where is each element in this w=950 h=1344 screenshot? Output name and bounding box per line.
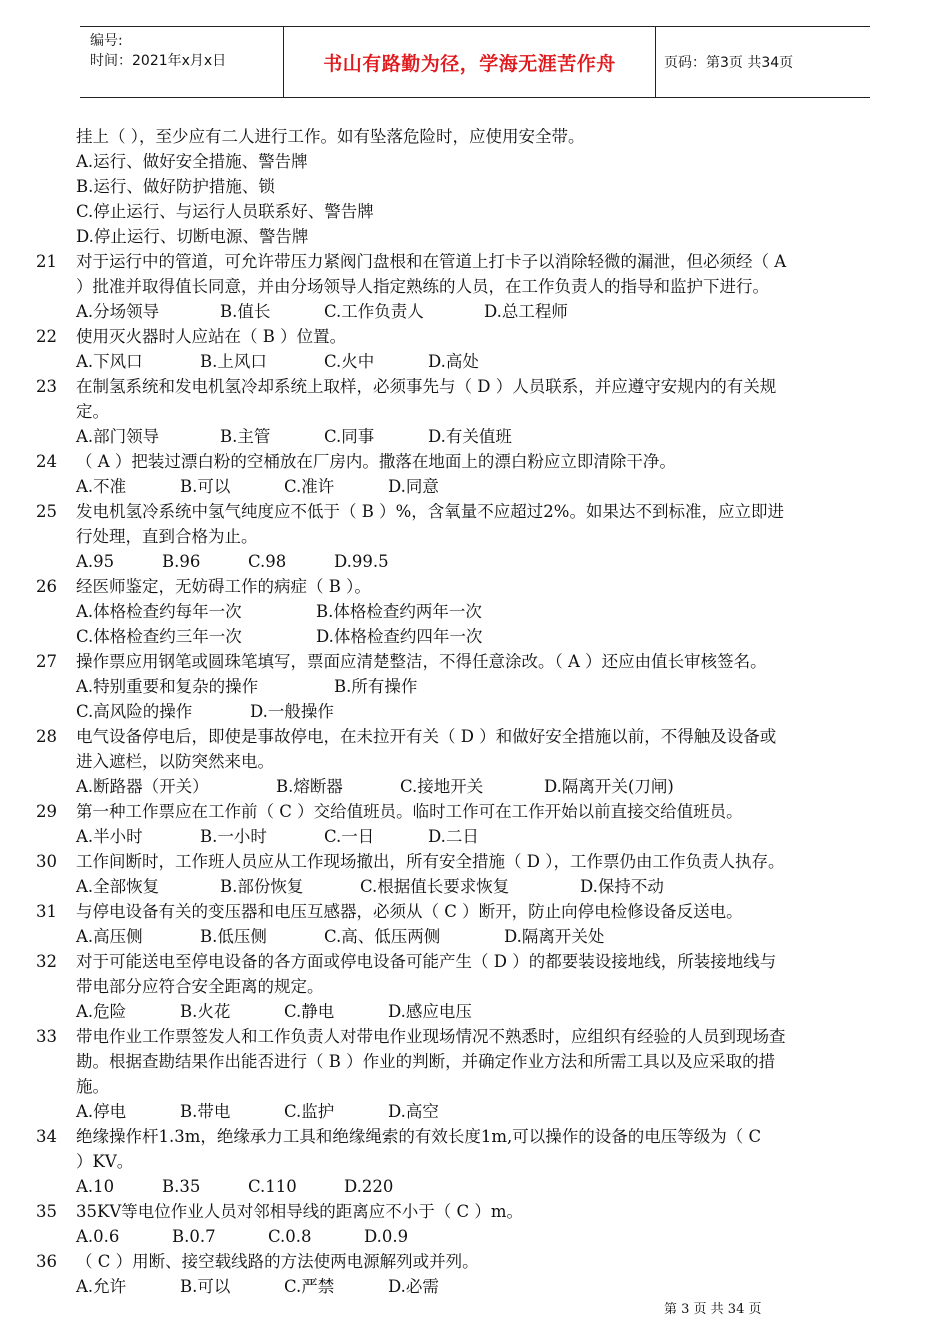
answer-option: D.隔离开关处 (504, 927, 605, 946)
answer-options (76, 424, 548, 449)
line-text: 定。 (76, 402, 109, 421)
answer-option: D.有关值班 (428, 427, 512, 446)
answer-option: C.0.8 (268, 1227, 312, 1246)
answer-options-line (36, 474, 926, 499)
line-text: 电气设备停电后，即使是事故停电，在未拉开有关（ D ）和做好安全措施以前，不得触及设备或 (76, 727, 777, 746)
line-text: 进入遮栏，以防突然来电。 (76, 752, 274, 771)
text-line (36, 399, 926, 424)
answer-options-line (36, 549, 926, 574)
answer-options (76, 924, 644, 949)
answer-options (76, 824, 528, 849)
question-number: 29 (36, 802, 57, 821)
text-line (36, 524, 926, 549)
line-text: C.停止运行、与运行人员联系好、警告牌 (76, 202, 374, 221)
header-motto-cell (283, 27, 656, 97)
page-header (80, 26, 870, 98)
line-text: 绝缘操作杆1.3m，绝缘承力工具和绝缘绳索的有效长度1m,可以操作的设备的电压等级为（ C (76, 1127, 762, 1146)
answer-option: D.220 (344, 1177, 394, 1196)
answer-options (76, 874, 700, 899)
answer-option: A.危险 (76, 1002, 127, 1021)
answer-options (76, 299, 604, 324)
question-number: 30 (36, 852, 57, 871)
answer-option: D.0.9 (364, 1227, 409, 1246)
answer-options-line (36, 599, 926, 624)
answer-option: D.感应电压 (388, 1002, 472, 1021)
answer-options-line (36, 1099, 926, 1124)
answer-option: D.二日 (428, 827, 479, 846)
answer-options (76, 1274, 488, 1299)
text-line (36, 1074, 926, 1099)
text-line (36, 174, 926, 199)
answer-option: A.半小时 (76, 827, 143, 846)
answer-options (76, 1224, 464, 1249)
answer-options-line (36, 699, 926, 724)
answer-option: B.体格检查约两年一次 (316, 602, 482, 621)
line-text: 带电作业工作票签发人和工作负责人对带电作业现场情况不熟悉时，应组织有经验的人员到现场查 (76, 1027, 786, 1046)
text-line (36, 1049, 926, 1074)
answer-option: C.准许 (284, 477, 335, 496)
line-text: （ A ）把装过漂白粉的空桶放在厂房内。撒落在地面上的漂白粉应立即清除干净。 (76, 452, 676, 471)
answer-options-line (36, 924, 926, 949)
answer-option: C.严禁 (284, 1277, 335, 1296)
answer-options-line (36, 1224, 926, 1249)
line-text: 对于可能送电至停电设备的各方面或停电设备可能产生（ D ）的都要装设接地线，所装接地线与 (76, 952, 777, 971)
question-line (36, 724, 926, 749)
answer-option: B.熔断器 (276, 777, 343, 796)
answer-options (76, 349, 528, 374)
text-line (36, 124, 926, 149)
question-line (36, 449, 926, 474)
answer-option: B.35 (162, 1177, 201, 1196)
answer-option: A.10 (76, 1177, 115, 1196)
answer-options-line (36, 774, 926, 799)
question-line (36, 949, 926, 974)
question-line (36, 1199, 926, 1224)
question-line (36, 1124, 926, 1149)
text-line (36, 274, 926, 299)
answer-option: A.断路器（开关） (76, 777, 209, 796)
answer-options (76, 624, 556, 649)
answer-option: C.火中 (324, 352, 375, 371)
answer-option: A.体格检查约每年一次 (76, 602, 242, 621)
answer-option: D.体格检查约四年一次 (316, 627, 483, 646)
answer-option: B.所有操作 (334, 677, 418, 696)
question-line (36, 1249, 926, 1274)
answer-option: D.高处 (428, 352, 479, 371)
line-text: ）批准并取得值长同意，并由分场领导人指定熟练的人员，在工作负责人的指导和监护下进行。 (76, 277, 769, 296)
question-line (36, 374, 926, 399)
question-number: 22 (36, 327, 57, 346)
answer-option: A.全部恢复 (76, 877, 160, 896)
answer-option: A.允许 (76, 1277, 127, 1296)
line-text: 带电部分应符合安全距离的规定。 (76, 977, 324, 996)
document-time-label: 时间：2021年x月x日 (90, 53, 227, 69)
document-code-label: 编号: (90, 33, 123, 49)
line-text: 操作票应用钢笔或圆珠笔填写，票面应清楚整洁，不得任意涂改。（ A ）还应由值长审核签名。 (76, 652, 767, 671)
answer-option: B.火花 (180, 1002, 231, 1021)
answer-option: B.0.7 (172, 1227, 216, 1246)
question-number: 21 (36, 252, 57, 271)
answer-options-line (36, 1274, 926, 1299)
answer-option: B.一小时 (200, 827, 267, 846)
answer-option: A.部门领导 (76, 427, 160, 446)
answer-option: A.停电 (76, 1102, 127, 1121)
answer-options-line (36, 424, 926, 449)
answer-option: D.保持不动 (580, 877, 664, 896)
line-text: 使用灭火器时人应站在（ B ）位置。 (76, 327, 347, 346)
motto-text: 书山有路勤为径，学海无涯苦作舟 (323, 52, 616, 75)
line-text: 对于运行中的管道，可允许带压力紧阀门盘根和在管道上打卡子以消除轻微的漏泄，但必须经（ A (76, 252, 787, 271)
answer-option: B.可以 (180, 477, 231, 496)
question-number: 31 (36, 902, 57, 921)
question-number: 36 (36, 1252, 57, 1271)
answer-option: B.上风口 (200, 352, 267, 371)
answer-option: A.下风口 (76, 352, 143, 371)
answer-option: D.必需 (388, 1277, 439, 1296)
answer-option: A.特别重要和复杂的操作 (76, 677, 259, 696)
answer-option: D.隔离开关(刀闸) (544, 777, 674, 796)
question-line (36, 649, 926, 674)
text-line (36, 224, 926, 249)
question-line (36, 799, 926, 824)
answer-option: B.主管 (220, 427, 271, 446)
answer-options-line (36, 874, 926, 899)
line-text: 35KV等电位作业人员对邻相导线的距离应不小于（ C ）m。 (76, 1202, 523, 1221)
line-text: 行处理，直到合格为止。 (76, 527, 258, 546)
question-number: 28 (36, 727, 57, 746)
answer-option: C.98 (248, 552, 287, 571)
answer-options (76, 1099, 488, 1124)
answer-option: B.部份恢复 (220, 877, 304, 896)
line-text: 第一种工作票应在工作前（ C ）交给值班员。临时工作可在工作开始以前直接交给值班员。 (76, 802, 743, 821)
answer-option: D.总工程师 (484, 302, 568, 321)
answer-options (76, 699, 390, 724)
line-text: 发电机氢冷系统中氢气纯度应不低于（ B ）%，含氧量不应超过2%。如果达不到标准，应立即进 (76, 502, 784, 521)
line-text: 在制氢系统和发电机氢冷却系统上取样，必须事先与（ D ）人员联系，并应遵守安规内的有关规 (76, 377, 777, 396)
question-number: 26 (36, 577, 57, 596)
answer-option: B.96 (162, 552, 201, 571)
text-line (36, 199, 926, 224)
answer-option: D.高空 (388, 1102, 439, 1121)
line-text: ）KV。 (76, 1152, 134, 1171)
page-footer: 第 3 页 共 34 页 (664, 1302, 762, 1317)
answer-option: A.分场领导 (76, 302, 160, 321)
page-number-label: 页码：第3页 共34页 (664, 55, 794, 71)
answer-options-line (36, 624, 926, 649)
answer-option: C.接地开关 (400, 777, 484, 796)
answer-options (76, 999, 508, 1024)
answer-options (76, 674, 474, 699)
answer-option: D.同意 (388, 477, 439, 496)
answer-options (76, 474, 488, 499)
line-text: B.运行、做好防护措施、锁 (76, 177, 275, 196)
answer-options-line (36, 299, 926, 324)
answer-options (76, 774, 704, 799)
line-text: （ C ）用断、接空载线路的方法使两电源解列或并列。 (76, 1252, 479, 1271)
question-number: 25 (36, 502, 57, 521)
question-line (36, 499, 926, 524)
answer-options-line (36, 349, 926, 374)
text-line (36, 149, 926, 174)
question-line (36, 1024, 926, 1049)
question-number: 33 (36, 1027, 57, 1046)
answer-option: A.不准 (76, 477, 127, 496)
answer-options (76, 549, 434, 574)
header-page-cell (656, 27, 870, 97)
answer-option: C.高风险的操作 (76, 702, 193, 721)
answer-option: C.高、低压两侧 (324, 927, 441, 946)
line-text: 挂上（ ），至少应有二人进行工作。如有坠落危险时，应使用安全带。 (76, 127, 585, 146)
answer-option: A.高压侧 (76, 927, 143, 946)
answer-options-line (36, 1174, 926, 1199)
answer-option: C.监护 (284, 1102, 335, 1121)
answer-option: B.低压侧 (200, 927, 267, 946)
answer-option: B.值长 (220, 302, 271, 321)
answer-option: C.静电 (284, 1002, 335, 1021)
answer-option: C.体格检查约三年一次 (76, 627, 242, 646)
answer-option: C.一日 (324, 827, 375, 846)
question-number: 23 (36, 377, 57, 396)
answer-option: A.95 (76, 552, 115, 571)
answer-option: C.工作负责人 (324, 302, 424, 321)
line-text: 经医师鉴定，无妨碍工作的病症（ B ）。 (76, 577, 371, 596)
answer-option: C.根据值长要求恢复 (360, 877, 510, 896)
question-number: 35 (36, 1202, 57, 1221)
question-number: 32 (36, 952, 57, 971)
answer-options (76, 1174, 444, 1199)
text-line (36, 974, 926, 999)
question-line (36, 899, 926, 924)
answer-options-line (36, 999, 926, 1024)
answer-options-line (36, 824, 926, 849)
question-list (36, 124, 926, 1299)
answer-option: A.0.6 (76, 1227, 120, 1246)
answer-option: B.可以 (180, 1277, 231, 1296)
answer-options (76, 599, 556, 624)
text-line (36, 1149, 926, 1174)
line-text: 施。 (76, 1077, 109, 1096)
header-meta (80, 27, 283, 97)
question-line (36, 249, 926, 274)
line-text: 勘。根据查勘结果作出能否进行（ B ）作业的判断，并确定作业方法和所需工具以及应采取的措 (76, 1052, 776, 1071)
answer-options-line (36, 674, 926, 699)
answer-option: C.同事 (324, 427, 375, 446)
question-number: 24 (36, 452, 57, 471)
line-text: A.运行、做好安全措施、警告牌 (76, 152, 308, 171)
line-text: 工作间断时，工作班人员应从工作现场撤出，所有安全措施（ D ），工作票仍由工作负责人执存。 (76, 852, 785, 871)
answer-option: B.带电 (180, 1102, 231, 1121)
answer-option: D.99.5 (334, 552, 389, 571)
question-line (36, 849, 926, 874)
answer-option: C.110 (248, 1177, 297, 1196)
line-text: 与停电设备有关的变压器和电压互感器，必须从（ C ）断开，防止向停电检修设备反送电。 (76, 902, 743, 921)
text-line (36, 749, 926, 774)
question-number: 27 (36, 652, 57, 671)
answer-option: D.一般操作 (250, 702, 334, 721)
question-line (36, 574, 926, 599)
question-line (36, 324, 926, 349)
question-number: 34 (36, 1127, 57, 1146)
line-text: D.停止运行、切断电源、警告牌 (76, 227, 309, 246)
